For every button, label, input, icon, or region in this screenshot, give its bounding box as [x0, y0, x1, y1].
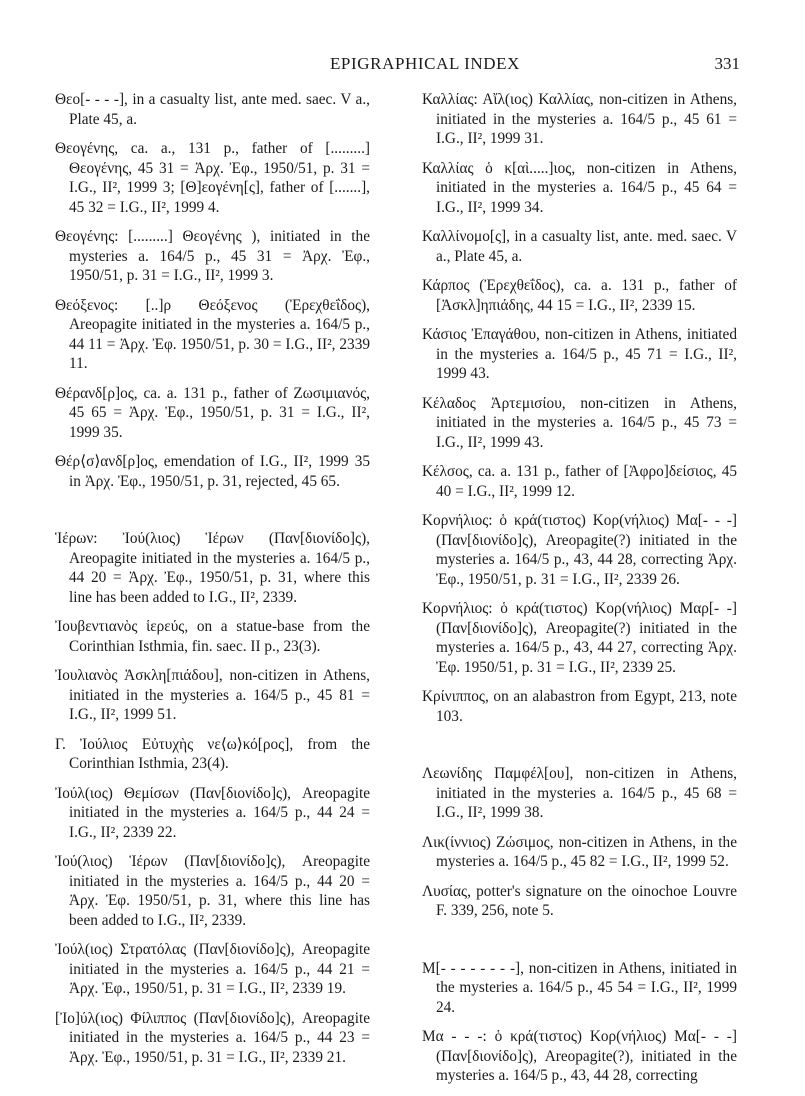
page-header — [100, 54, 750, 80]
section-gap — [422, 931, 737, 959]
index-entry: Ἱέρων: Ἰού(λιος) Ἱέρων (Παν[διονίδο]ς), Areopagite initiated in the mysteries a. 164/5 p., 44 20 = Ἀρχ. Ἐφ., 1950/51, p. 31, where this line has been added to I.G., II², 2339. — [55, 530, 370, 606]
index-entry: Ἰουβεντιανὸς ἱερεύς, on a statue-base from the Corinthian Isthmia, fin. saec. II p., 23(3). — [55, 618, 370, 655]
index-entry: Θεο[- - - -], in a casualty list, ante med. saec. V a., Plate 45, a. — [55, 91, 370, 128]
index-entry: Ἰούλ(ιος) Θεμίσων (Παν[διονίδο]ς), Areopagite initiated in the mysteries a. 164/5 p., 44 24 = I.G., II², 2339 22. — [55, 784, 370, 841]
index-entry: Κάσιος Ἐπαγάθου, non-citizen in Athens, initiated in the mysteries a. 164/5 p., 45 71 = I.G., II², 1999 43. — [422, 326, 737, 382]
section-gap — [422, 736, 737, 764]
left-column — [55, 90, 370, 1077]
index-entry: Γ. Ἰούλιος Εὐτυχὴς νε⟨ω⟩κό[ρος], from the Corinthian Isthmia, 23(4). — [55, 735, 370, 772]
index-entry: Κάρπος (Ἐρεχθεΐδος), ca. a. 131 p., father of [Ἀσκλ]ηπιάδης, 44 15 = I.G., II², 2339 15. — [422, 277, 737, 314]
index-entry: [Ἰο]ύλ(ιος) Φίλιππος (Παν[διονίδο]ς), Areopagite initiated in the mysteries a. 164/5 p., 44 23 = Ἀρχ. Ἐφ., 1950/51, p. 31 = I.G., II², 2339 21. — [55, 1009, 370, 1066]
index-entry: Κέλσος, ca. a. 131 p., father of [Ἀφρο]δείσιος, 45 40 = I.G., II², 1999 12. — [422, 463, 737, 500]
index-entry: Θεογένης: [.........] Θεογένης ), initiated in the mysteries a. 164/5 p., 45 31 = Ἀρχ. Ἐφ., 1950/51, p. 31 = I.G., II², 1999 3. — [55, 228, 370, 284]
index-entry: Καλλίας ὁ κ[αὶ.....]ιος, non-citizen in Athens, initiated in the mysteries a. 164/5 p., 45 64 = I.G., II², 1999 34. — [422, 159, 737, 216]
index-entry: Κορνήλιος: ὁ κρά(τιστος) Κορ(νήλιος) Μα[- - -] (Παν[διονίδο]ς), Areopagite(?) initiated in the mysteries a. 164/5 p., 43, 44 28, correcting Ἀρχ. Ἐφ., 1950/51, p. 31 = I.G., II², 2339 26. — [422, 512, 737, 588]
index-entry: Ἰούλ(ιος) Στρατόλας (Παν[διονίδο]ς), Areopagite initiated in the mysteries a. 164/5 p., 44 21 = Ἀρχ. Ἐφ., 1950/51, p. 31 = I.G., II², 2339 19. — [55, 941, 370, 997]
index-entry: Κρίνιππος, on an alabastron from Egypt, 213, note 103. — [422, 688, 737, 725]
index-entry: Ἰουλιανὸς Ἀσκλη[πιάδου], non-citizen in Athens, initiated in the mysteries a. 164/5 p., 45 81 = I.G., II², 1999 51. — [55, 667, 370, 723]
index-entry: Καλλίνομο[ς], in a casualty list, ante. med. saec. V a., Plate 45, a. — [422, 228, 737, 265]
section-gap — [55, 501, 370, 529]
index-entry: Λυσίας, potter's signature on the oinochoe Louvre F. 339, 256, note 5. — [422, 882, 737, 919]
index-entry: Θεογένης, ca. a., 131 p., father of [.........] Θεογένης, 45 31 = Ἀρχ. Ἐφ., 1950/51, p. 31 = I.G., II², 1999 3; [Θ]εογένη[ς], father of [.......], 45 32 = I.G., II², 1999 4. — [55, 140, 370, 216]
index-entry: Θέρ⟨σ⟩ανδ[ρ]ος, emendation of I.G., II², 1999 35 in Ἀρχ. Ἐφ., 1950/51, p. 31, rejected, 45 65. — [55, 453, 370, 490]
index-entry: Μ[- - - - - - - -], non-citizen in Athens, initiated in the mysteries a. 164/5 p., 45 54 = I.G., II², 1999 24. — [422, 959, 737, 1016]
index-entry: Κορνήλιος: ὁ κρά(τιστος) Κορ(νήλιος) Μαρ[- -] (Παν[διονίδο]ς), Areopagite(?) initiated in the mysteries a. 164/5 p., 43, 44 27, correcting Ἀρχ. Ἐφ. 1950/51, p. 31 = I.G., II², 2339 25. — [422, 600, 737, 676]
index-entry: Μα - - -: ὁ κρά(τιστος) Κορ(νήλιος) Μα[- - -] (Παν[διονίδο]ς), Areopagite(?), initiated in the mysteries a. 164/5 p., 43, 44 28, correcting — [422, 1028, 737, 1084]
page-number: 331 — [714, 54, 740, 73]
index-entry: Θεόξενος: [..]ρ Θεόξενος (Ἐρεχθεΐδος), Areopagite initiated in the mysteries a. 164/5 p., 44 11 = Ἀρχ. Ἐφ. 1950/51, p. 30 = I.G., II², 2339 11. — [55, 296, 370, 372]
right-column — [422, 90, 737, 1096]
index-entry: Θέρανδ[ρ]ος, ca. a. 131 p., father of Ζωσιμιανός, 45 65 = Ἀρχ. Ἐφ., 1950/51, p. 31 = I.G., II², 1999 35. — [55, 384, 370, 441]
index-entry: Καλλίας: Αἴλ(ιος) Καλλίας, non-citizen in Athens, initiated in the mysteries a. 164/5 p., 45 61 = I.G., II², 1999 31. — [422, 91, 737, 147]
index-entry: Λεωνίδης Παμφέλ[ου], non-citizen in Athens, initiated in the mysteries a. 164/5 p., 45 68 = I.G., II², 1999 38. — [422, 765, 737, 821]
index-entry: Ἰού(λιος) Ἱέρων (Παν[διονίδο]ς), Areopagite initiated in the mysteries a. 164/5 p., 44 20 = Ἀρχ. Ἐφ. 1950/51, p. 31, where this line has been added to I.G., II², 2339. — [55, 853, 370, 929]
index-entry: Λικ(ίννιος) Ζώσιμος, non-citizen in Athens, in the mysteries a. 164/5 p., 45 82 = I.G., II², 1999 52. — [422, 833, 737, 870]
page-title: EPIGRAPHICAL INDEX — [329, 54, 521, 73]
index-entry: Κέλαδος Ἀρτεμισίου, non-citizen in Athens, initiated in the mysteries a. 164/5 p., 45 73 = I.G., II², 1999 43. — [422, 394, 737, 451]
